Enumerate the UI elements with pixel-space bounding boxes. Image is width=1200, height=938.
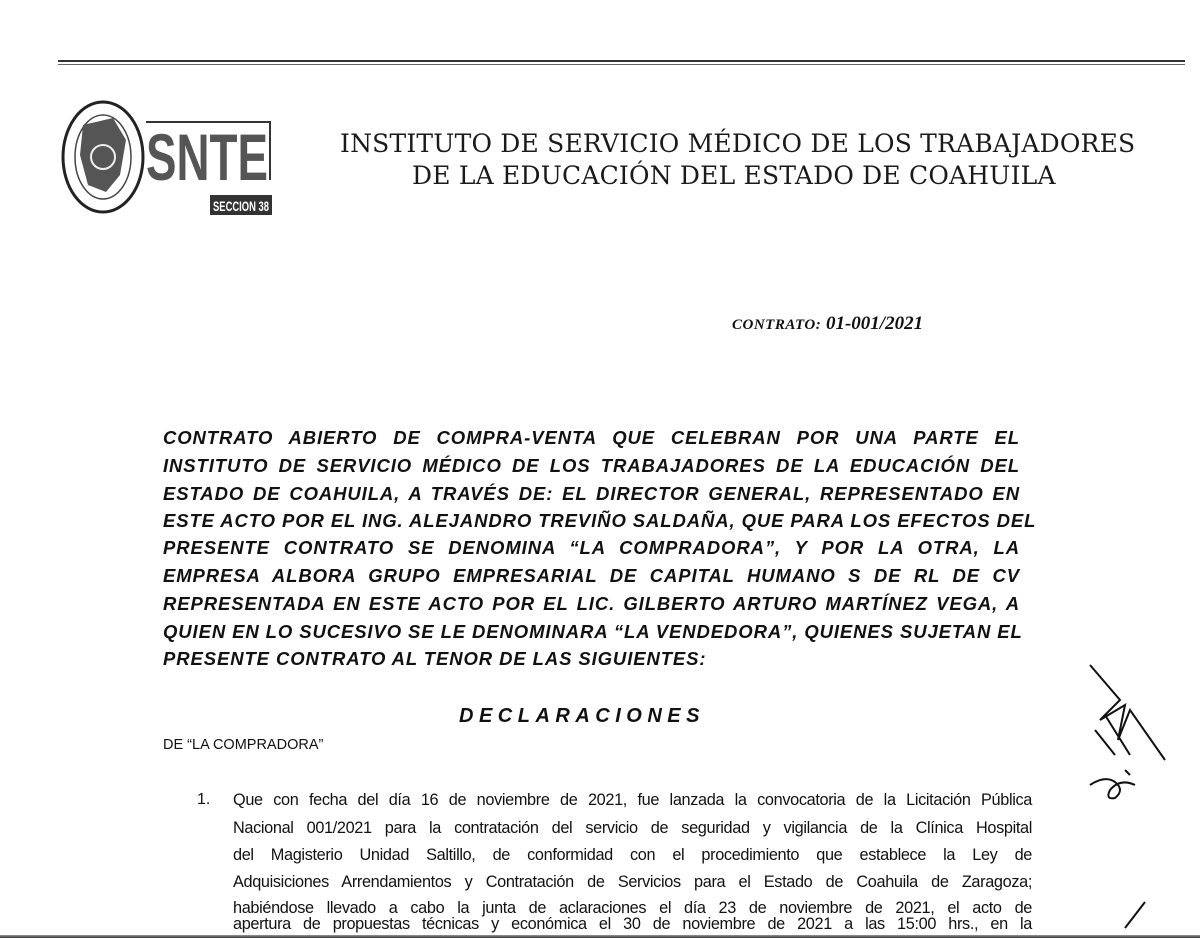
preamble-line: CONTRATO ABIERTO DE COMPRA-VENTA QUE CELEBRAN POR UNA PARTE EL — [163, 427, 1020, 448]
item-line: del Magisterio Unidad Saltillo, de conformidad con el procedimiento que establece la Ley de — [233, 846, 1032, 864]
preamble-line: QUIEN EN LO SUCESIVO SE LE DENOMINARA “LA VENDEDORA”, QUIENES SUJETAN EL — [163, 621, 1023, 642]
logo-text: SNTE — [146, 120, 268, 194]
header-rule-bottom — [58, 64, 1185, 65]
preamble-line: ESTE ACTO POR EL ING. ALEJANDRO TREVIÑO SALDAÑA, QUE PARA LOS EFECTOS DEL — [163, 510, 1037, 531]
header-rule-top — [58, 60, 1185, 62]
item-line: Adquisiciones Arrendamientos y Contratación de Servicios para el Estado de Coahuila de Zaragoza; — [233, 873, 1032, 891]
preamble-line: ESTADO DE COAHUILA, A TRAVÉS DE: EL DIRECTOR GENERAL, REPRESENTADO EN — [163, 483, 1020, 504]
institute-title-line-1: INSTITUTO DE SERVICIO MÉDICO DE LOS TRABAJADORES — [340, 129, 1136, 158]
preamble-line: PRESENTE CONTRATO AL TENOR DE LAS SIGUIENTES: — [163, 648, 707, 669]
contract-number-value: 01-001/2021 — [825, 313, 924, 334]
item-line: apertura de propuestas técnicas y económica el 30 de noviembre de 2021 a las 15:00 hrs., en la — [233, 915, 1032, 933]
preamble-line: INSTITUTO DE SERVICIO MÉDICO DE LOS TRABAJADORES DE LA EDUCACIÓN DEL — [163, 455, 1020, 476]
handwritten-signature — [1070, 660, 1180, 815]
logo-subtext: SECCION 38 — [213, 198, 270, 214]
item-line: habiéndose llevado a cabo la junta de aclaraciones el día 23 de noviembre de 2021, el acto de — [233, 899, 1032, 917]
declarations-subheading: DE “LA COMPRADORA” — [163, 737, 324, 753]
declarations-heading: DECLARACIONES — [459, 705, 705, 727]
item-line: Nacional 001/2021 para la contratación del servicio de seguridad y vigilancia de la Clínica Hospital — [233, 819, 1032, 837]
preamble-line: EMPRESA ALBORA GRUPO EMPRESARIAL DE CAPITAL HUMANO S DE RL DE CV — [163, 565, 1020, 586]
preamble-line: REPRESENTADA EN ESTE ACTO POR EL LIC. GILBERTO ARTURO MARTÍNEZ VEGA, A — [163, 593, 1020, 614]
pen-mark — [1120, 900, 1150, 935]
item-number: 1. — [197, 791, 211, 808]
preamble-line: PRESENTE CONTRATO SE DENOMINA “LA COMPRADORA”, Y POR LA OTRA, LA — [163, 537, 1020, 558]
item-line: Que con fecha del día 16 de noviembre de 2021, fue lanzada la convocatoria de la Licitación Pública — [233, 791, 1032, 809]
contract-label: CONTRATO: — [732, 317, 822, 333]
snte-logo — [58, 100, 283, 218]
contract-number — [732, 313, 923, 335]
institute-title-line-2: DE LA EDUCACIÓN DEL ESTADO DE COAHUILA — [412, 161, 1056, 190]
